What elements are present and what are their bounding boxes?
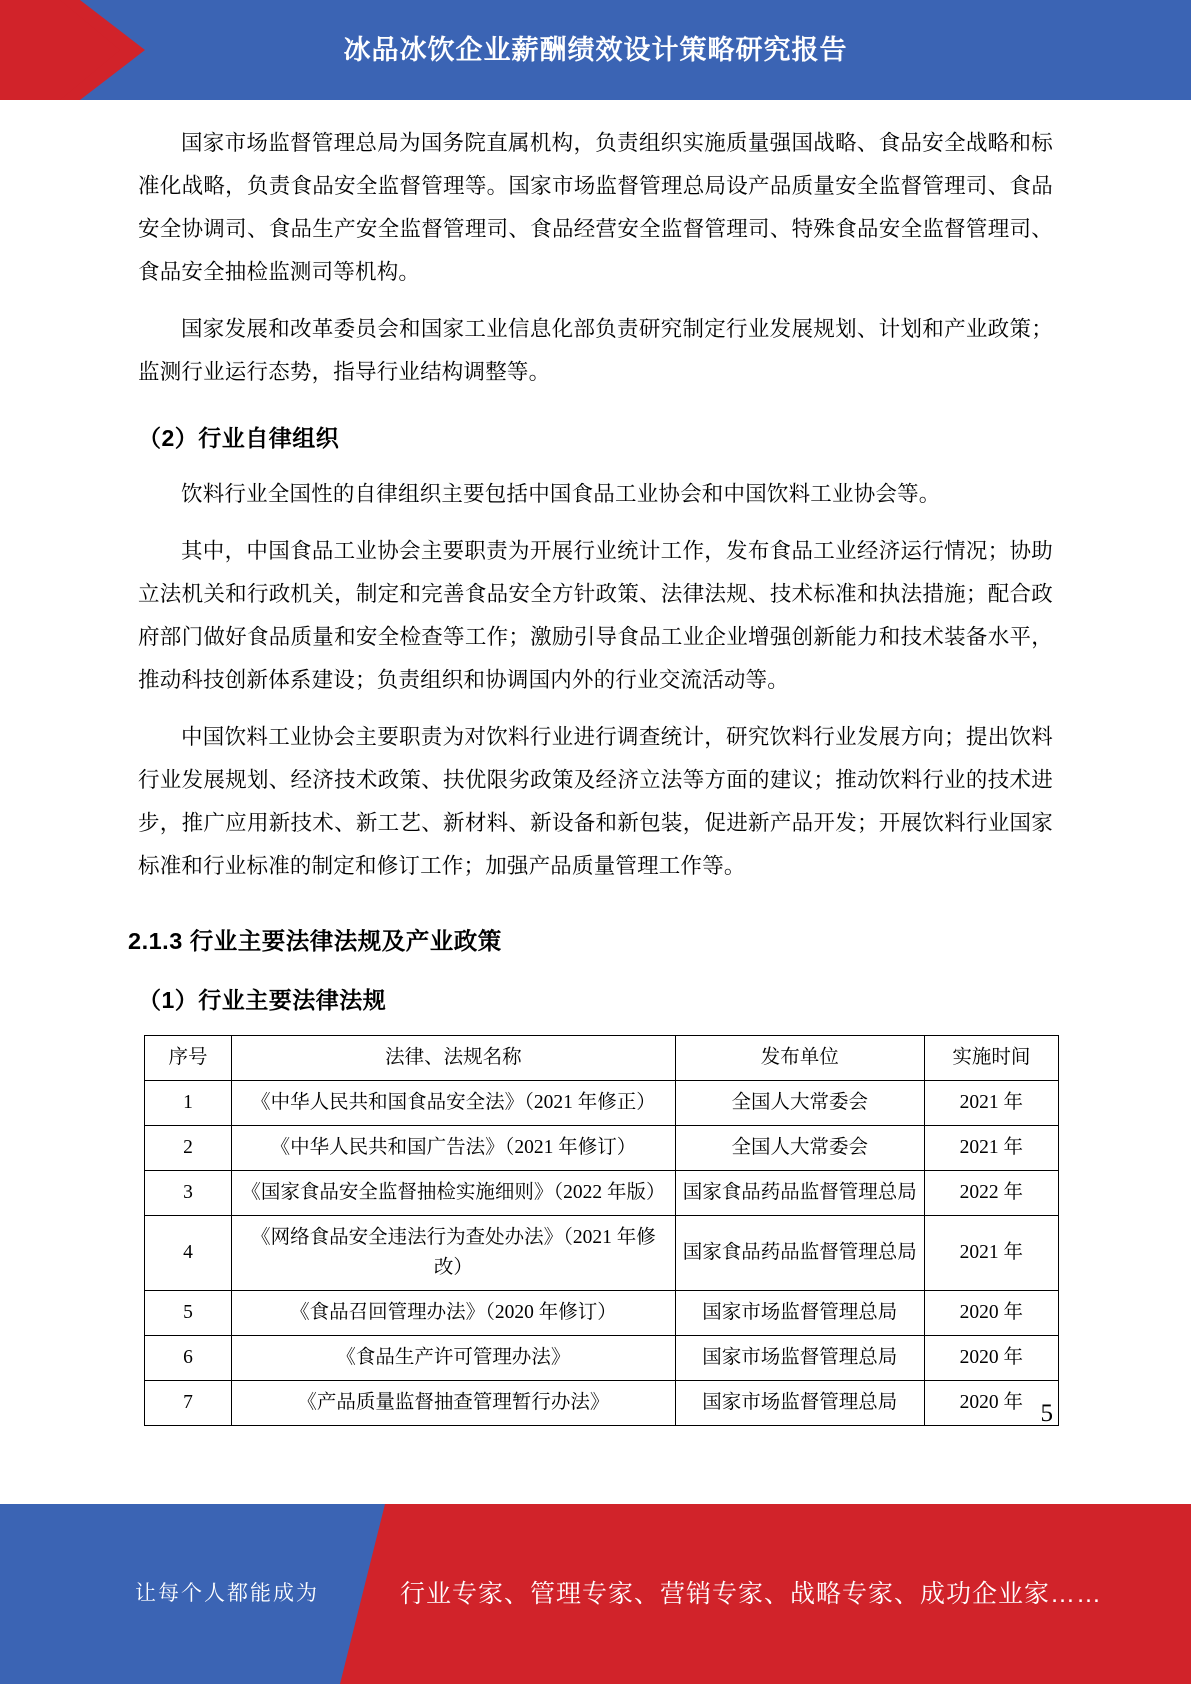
table-row [145, 1081, 1059, 1126]
table-column-header: 发布单位 [675, 1036, 924, 1081]
heading-industry-self-regulation: （2）行业自律组织 [138, 425, 340, 451]
table-cell-unit: 国家市场监督管理总局 [675, 1336, 924, 1381]
paragraph: 饮料行业全国性的自律组织主要包括中国食品工业协会和中国饮料工业协会等。 [181, 482, 941, 506]
document-content [0, 100, 1191, 1426]
table-cell-name: 《网络食品安全违法行为查处办法》（2021 年修改） [232, 1216, 676, 1291]
table-cell-time: 2021 年 [924, 1126, 1058, 1171]
table-cell-time: 2020 年 [924, 1291, 1058, 1336]
table-row [145, 1126, 1059, 1171]
table-column-header: 实施时间 [924, 1036, 1058, 1081]
table-cell-name: 《中华人民共和国食品安全法》（2021 年修正） [232, 1081, 676, 1126]
table-cell-name: 《食品召回管理办法》（2020 年修订） [232, 1291, 676, 1336]
table-cell-no: 4 [145, 1216, 232, 1291]
table-cell-no: 5 [145, 1291, 232, 1336]
table-row [145, 1171, 1059, 1216]
table-cell-unit: 国家市场监督管理总局 [675, 1381, 924, 1426]
table-row [145, 1336, 1059, 1381]
table-cell-time: 2022 年 [924, 1171, 1058, 1216]
table-cell-no: 2 [145, 1126, 232, 1171]
table-cell-no: 1 [145, 1081, 232, 1126]
footer-slogan-right: 行业专家、管理专家、营销专家、战略专家、成功企业家…… [400, 1580, 1103, 1608]
page-number: 5 [1040, 1400, 1053, 1427]
laws-table [144, 1035, 1059, 1426]
table-cell-no: 3 [145, 1171, 232, 1216]
table-cell-unit: 全国人大常委会 [675, 1081, 924, 1126]
page-body [0, 100, 1191, 1426]
table-cell-no: 6 [145, 1336, 232, 1381]
paragraph: 其中，中国食品工业协会主要职责为开展行业统计工作，发布食品工业经济运行情况；协助立法机关和行政机关，制定和完善食品安全方针政策、法律法规、技术标准和执法措施；配合政府部门做好食品质量和安全检查等工作；激励引导食品工业企业增强创新能力和技术装备水平，推动科技创新体系建设；负责组织和协调国内外的行业交流活动等。 [138, 539, 1053, 692]
table-cell-name: 《中华人民共和国广告法》（2021 年修订） [232, 1126, 676, 1171]
table-cell-unit: 国家市场监督管理总局 [675, 1291, 924, 1336]
table-cell-unit: 国家食品药品监督管理总局 [675, 1216, 924, 1291]
footer-slogan-left: 让每个人都能成为 [135, 1582, 319, 1605]
page-header [0, 0, 1191, 100]
heading-section-2-1-3: 2.1.3 行业主要法律法规及产业政策 [128, 928, 502, 954]
table-column-header: 法律、法规名称 [232, 1036, 676, 1081]
table-cell-name: 《国家食品安全监督抽检实施细则》（2022 年版） [232, 1171, 676, 1216]
heading-main-laws: （1）行业主要法律法规 [138, 987, 387, 1013]
table-cell-name: 《食品生产许可管理办法》 [232, 1336, 676, 1381]
table-cell-time: 2020 年 [924, 1336, 1058, 1381]
table-header-row [145, 1036, 1059, 1081]
paragraph: 国家发展和改革委员会和国家工业信息化部负责研究制定行业发展规划、计划和产业政策；监测行业运行态势，指导行业结构调整等。 [138, 317, 1053, 384]
report-title: 冰品冰饮企业薪酬绩效设计策略研究报告 [343, 35, 848, 65]
table-cell-time: 2020 年 [924, 1381, 1058, 1426]
table-row [145, 1291, 1059, 1336]
table-cell-name: 《产品质量监督抽查管理暂行办法》 [232, 1381, 676, 1426]
table-cell-time: 2021 年 [924, 1081, 1058, 1126]
table-cell-unit: 国家食品药品监督管理总局 [675, 1171, 924, 1216]
table-row [145, 1381, 1059, 1426]
table-row [145, 1216, 1059, 1291]
page-footer [0, 1504, 1191, 1684]
table-column-header: 序号 [145, 1036, 232, 1081]
table-cell-no: 7 [145, 1381, 232, 1426]
paragraph: 中国饮料工业协会主要职责为对饮料行业进行调查统计，研究饮料行业发展方向；提出饮料行业发展规划、经济技术政策、扶优限劣政策及经济立法等方面的建议；推动饮料行业的技术进步，推广应用新技术、新工艺、新材料、新设备和新包装，促进新产品开发；开展饮料行业国家标准和行业标准的制定和修订工作；加强产品质量管理工作等。 [138, 725, 1053, 878]
paragraph: 国家市场监督管理总局为国务院直属机构，负责组织实施质量强国战略、食品安全战略和标准化战略，负责食品安全监督管理等。国家市场监督管理总局设产品质量安全监督管理司、食品安全协调司、食品生产安全监督管理司、食品经营安全监督管理司、特殊食品安全监督管理司、食品安全抽检监测司等机构。 [138, 131, 1053, 284]
table-cell-time: 2021 年 [924, 1216, 1058, 1291]
table-cell-unit: 全国人大常委会 [675, 1126, 924, 1171]
